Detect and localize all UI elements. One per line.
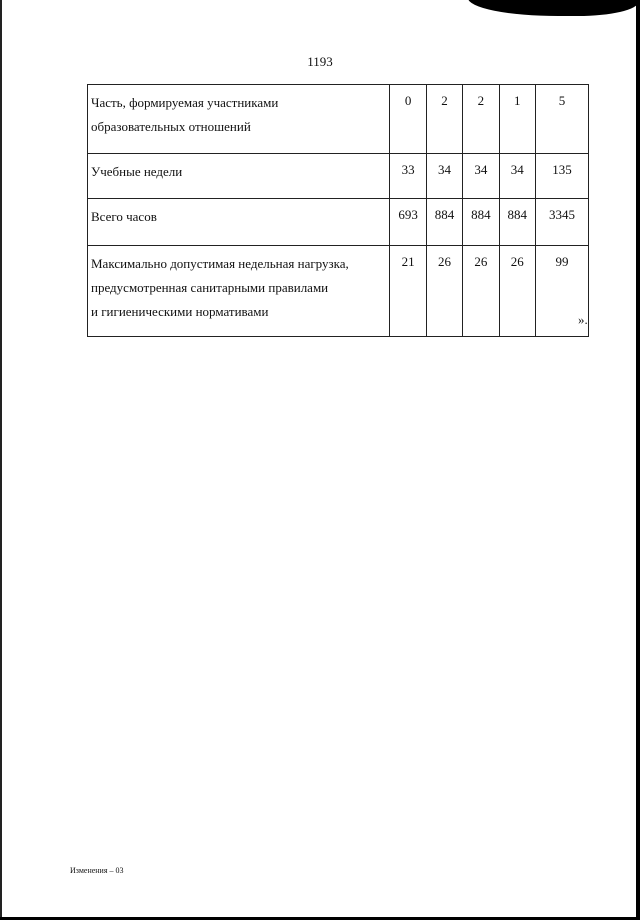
row-label: [88, 154, 390, 199]
row-label-line: Максимально допустимая недельная нагрузка,: [91, 256, 349, 271]
table-row: [88, 85, 589, 154]
value-cell: 34: [463, 154, 499, 199]
value-cell: 21: [390, 246, 426, 337]
value-cell: 26: [499, 246, 535, 337]
scan-corner-blot: [468, 0, 638, 16]
value-cell: 1: [499, 85, 535, 154]
row-label: [88, 199, 390, 246]
row-label-line: Учебные недели: [91, 164, 183, 179]
value-cell: 693: [390, 199, 426, 246]
table-row: [88, 154, 589, 199]
value-cell: 26: [463, 246, 499, 337]
footer-revision-note: Изменения – 03: [70, 866, 124, 875]
value-cell: 33: [390, 154, 426, 199]
value-cell: 26: [426, 246, 462, 337]
page-number: 1193: [307, 54, 333, 69]
scan-edge-left: [0, 0, 2, 920]
row-label-line: и гигиеническими нормативами: [91, 304, 269, 319]
table-row: [88, 246, 589, 337]
total-cell: 5: [535, 85, 588, 154]
row-label-line: Всего часов: [91, 209, 157, 224]
value-cell: 884: [463, 199, 499, 246]
total-cell: 99: [535, 246, 588, 337]
total-cell: 3345: [535, 199, 588, 246]
row-label-line: предусмотренная санитарными правилами: [91, 280, 329, 295]
value-cell: 2: [426, 85, 462, 154]
row-label-line: образовательных отношений: [91, 119, 251, 134]
closing-quote-mark: ».: [578, 312, 588, 327]
value-cell: 34: [426, 154, 462, 199]
row-label-line: Часть, формируемая участниками: [91, 95, 279, 110]
table-row: [88, 199, 589, 246]
scan-edge-right: [636, 0, 640, 920]
row-label: [88, 246, 390, 337]
row-label: [88, 85, 390, 154]
value-cell: 2: [463, 85, 499, 154]
hours-table: [87, 84, 589, 337]
value-cell: 884: [499, 199, 535, 246]
value-cell: 34: [499, 154, 535, 199]
value-cell: 0: [390, 85, 426, 154]
total-cell: 135: [535, 154, 588, 199]
value-cell: 884: [426, 199, 462, 246]
